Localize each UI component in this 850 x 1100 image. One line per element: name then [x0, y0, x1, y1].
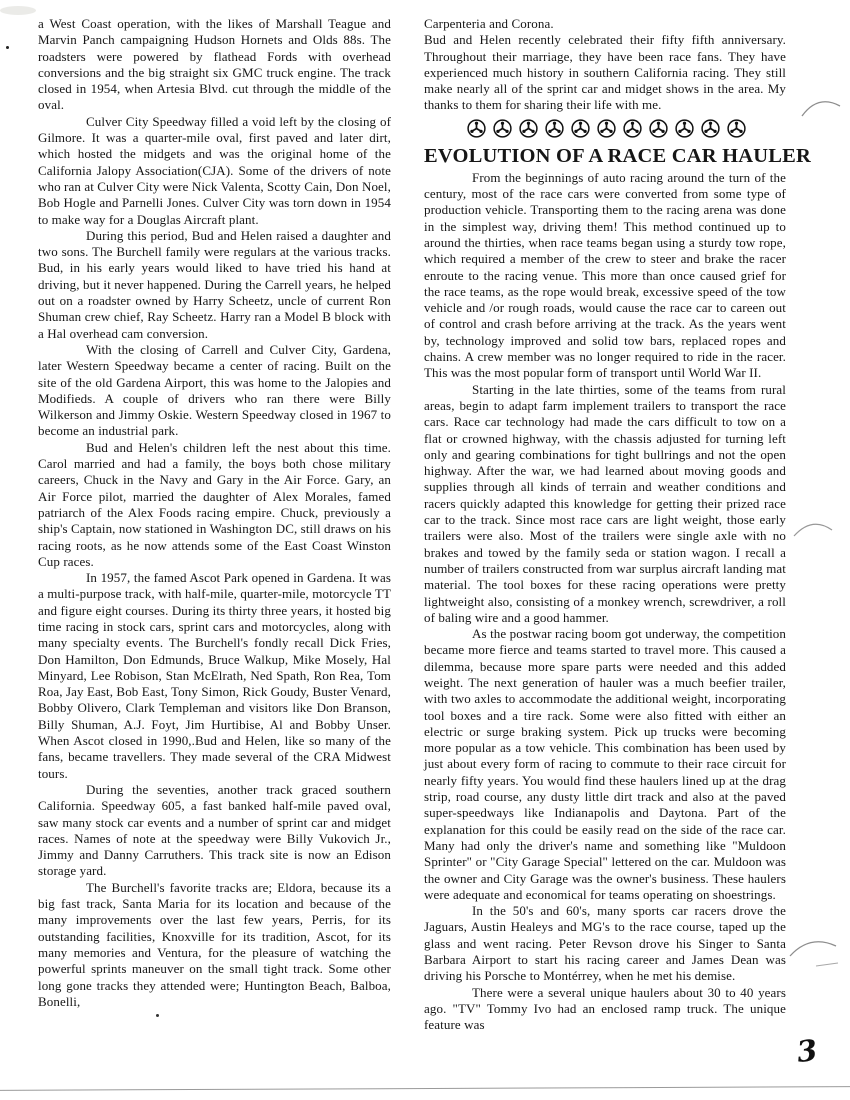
wheel-icon [674, 118, 695, 139]
right-text-column [424, 16, 811, 1034]
wheel-icon [622, 118, 643, 139]
paragraph: a West Coast operation, with the likes of Marshall Teague and Marvin Panch campaigning Hudson Hornets and Olds 88s. The roadsters were powered by flathead Fords with overhead conversions and the big straight six GMC truck engine. The track closed in 1954, when Artesia Blvd. cut through the middle of the oval. [38, 16, 391, 113]
paragraph: From the beginnings of auto racing around the turn of the century, most of the race cars were converted from some type of production vehicle. Transporting them to the racing arena was done in the simplest way, driving them! This method continued up to around the thirties, when race teams began using a sturdy tow rope, which required a member of the crew to steer and brake the racer enroute to the racing venue. This more than once caused grief for the race teams, as the rope would break, excessive speed of the tow vehicle and /or rough roads, would cause the race car to careen out of control and crash before arriving at the track. As the years went by, technology improved and solid tow bars, replaced ropes and chains. A crew member was no longer required to ride in the racer. This was the most popular form of transport until World War II. [424, 169, 786, 381]
paragraph: During this period, Bud and Helen raised a daughter and two sons. The Burchell family were regulars at the various tracks. Bud, in his early years would liked to have tried his hand at driving, but it never happened. During the Carrell years, he helped out on a roadster owned by Harry Scheetz, uncle of current Ron Shuman crew chief, Ray Scheetz. Harry ran a Model B block with a Hal overhead cam conversion. [38, 227, 391, 341]
wheel-icon [726, 118, 747, 139]
paragraph: In the 50's and 60's, many sports car racers drove the Jaguars, Austin Healeys and MG's to the race course, taped up the glass and went racing. Peter Revson drove his Singer to Santa Barbara Airport to start his racing career and James Dean was driving his Porsche to Montérrey, when he met his demise. [424, 903, 786, 984]
wheel-icon [700, 118, 721, 139]
wheel-icon [544, 118, 565, 139]
article-heading: EVOLUTION OF A RACE CAR HAULER [424, 144, 811, 167]
paragraph: There were a several unique haulers about 30 to 40 years ago. "TV" Tommy Ivo had an enclosed ramp truck. The unique feature was [424, 984, 786, 1033]
scan-edge-line [0, 1086, 850, 1091]
scan-mark-curve [788, 930, 840, 970]
wheel-symbols-row [424, 114, 786, 143]
scan-mark-curve [792, 514, 834, 540]
paragraph: During the seventies, another track graced southern California. Speedway 605, a fast banked half-mile paved oval, saw many stock car events and a number of sprint car and midget races. Names of note at the speedway were Billy Vukovich Jr., Jimmy and Danny Carruthers. This track site is now an Edison storage yard. [38, 781, 391, 879]
handwritten-page-number: 3 [795, 1032, 820, 1070]
wheel-icon [492, 118, 513, 139]
paragraph: In 1957, the famed Ascot Park opened in Gardena. It was a multi-purpose track, with half-mile, quarter-mile, motorcycle TT and figure eight courses. During its thirty three years, it hosted big time racing in stock cars, sprint cars and motorcycles, along with many specialty events. The Burchell's fondly recall Dick Fries, Don Hamilton, Don Edmunds, Bruce Walkup, Mike Mosely, Hal Minyard, Lee Robison, Stan McElrath, Ned Spath, Ron Rea, Tom Roa, Jay East, Bob East, Tony Simon, Rick Goudy, Buster Venard, Bobby Olivero, Clark Templeman and visitors like Don Branson, Billy Shuman, A.J. Foyt, Jim Hurtibise, Al and Bobby Unser. When Ascot closed in 1990,.Bud and Helen, like so many of the fans, became travellers. They made several of the CRA Midwest tours. [38, 570, 391, 781]
left-text-column [38, 16, 391, 1010]
margin-dot-mark [6, 46, 9, 49]
paragraph: The Burchell's favorite tracks are; Eldora, because its a big fast track, Santa Maria for its location and because of the many improvements over the last few years, Perris, for its outstanding facilities, Knoxville for its tradition, Ascot, for its many memories and Ventura, for the pleasure of watching the powerful sprints maneuver on the small tight track. Some other long gone tracks they attended were; Huntington Beach, Balboa, Bonelli, [38, 879, 391, 1009]
wheel-icon [466, 118, 487, 139]
wheel-icon [518, 118, 539, 139]
scan-smudge [0, 6, 36, 15]
paragraph: With the closing of Carrell and Culver City, Gardena, later Western Speedway became a center of racing. Built on the site of the old Gardena Airport, this was home to the Jalopies and Modifieds. A couple of drivers who ran there were Billy Wilkerson and Jimmy Oskie. Western Speedway closed in 1967 to become an industrial park. [38, 341, 391, 439]
wheel-icon [570, 118, 591, 139]
wheel-icon [596, 118, 617, 139]
wheel-icon [648, 118, 669, 139]
paragraph: Starting in the late thirties, some of the teams from rural areas, begin to adapt farm implement trailers to transport the race cars. Race car technology had made the cars difficult to tow on a flat or crowned highway, with the chassis adjusted for turning left only and gearing combinations for tight bullrings and not the open highway. After the war, we had learned about moving goods and supplies through all kinds of terrain and weather conditions and racers quickly adapted this knowledge for getting their prized race car to the track. Since most race cars are light weight, those early trailers were also. Most of the trailers were single axle with no brakes and towed by the family seda or station wagon. I recall a number of trailers constructed from war surplus aircraft landing mat material. The tool boxes for these racing operations were pretty lightweight also, consisting of a monkey wrench, screwdriver, a roll of baling wire and a good hammer. [424, 381, 786, 625]
paragraph: As the postwar racing boom got underway, the competition became more fierce and teams started to travel more. This caused a dilemma, because more spare parts were needed and this added weight. The next generation of hauler was a much beefier trailer, with two axles to accommodate the additional weight, incorporating tool boxes and a tire rack. Some were also fitted with either an electric or surge braking system. Pick up trucks were becoming more popular as a tow vehicle. This combination has been used by just about every form of racing to commute to their race circuit for nearly fifty years. You would find these haulers lined up at the drag strip, road course, any dusty little dirt track and also at the paved super-speedways like Indianapolis and Daytona. Part of the explanation for this could be easily read on the side of the race car. Many had only the driver's name and something like "Muldoon Sprinter" or "City Garage Special" lettered on the car. Muldoon was the owner and City Garage was the owner's business. These haulers were adequate and economical for teams operating on shoestrings. [424, 626, 786, 902]
paragraph: Carpenteria and Corona. [424, 16, 554, 31]
paragraph: Bud and Helen's children left the nest about this time. Carol married and had a family, the boys both chose military careers, Chuck in the Navy and Gary in the Air Force. Gary, an Air Force pilot, married the daughter of Alex Morales, famed patriarch of the Alex Foods racing empire. Chuck, previously a ship's Captain, now stationed in Washington DC, still draws on his racing roots, as he now attends some of the East Coast Winston Cup races. [38, 439, 391, 569]
paragraph: Culver City Speedway filled a void left by the closing of Gilmore. It was a quarter-mile oval, first paved and later dirt, which hosted the midgets and was the original home of the California Jalopy Association(CJA). Some of the drivers of note who ran at Culver City were Nick Valenta, Scotty Cain, Don Noel, Bob Hogle and Parnelli Jones. Culver City was torn down in 1954 to make way for a Douglas Aircraft plant. [38, 113, 391, 227]
stray-dot-mark [156, 1014, 159, 1017]
paragraph: Bud and Helen recently celebrated their fifty fifth anniversary. Throughout their marriage, they have been race fans. They have experienced much history in southern California racing. They still make nearly all of the sprint car and midget shows in the area. My thanks to them for sharing their life with me. [424, 32, 786, 113]
scan-mark-curve [800, 92, 842, 120]
